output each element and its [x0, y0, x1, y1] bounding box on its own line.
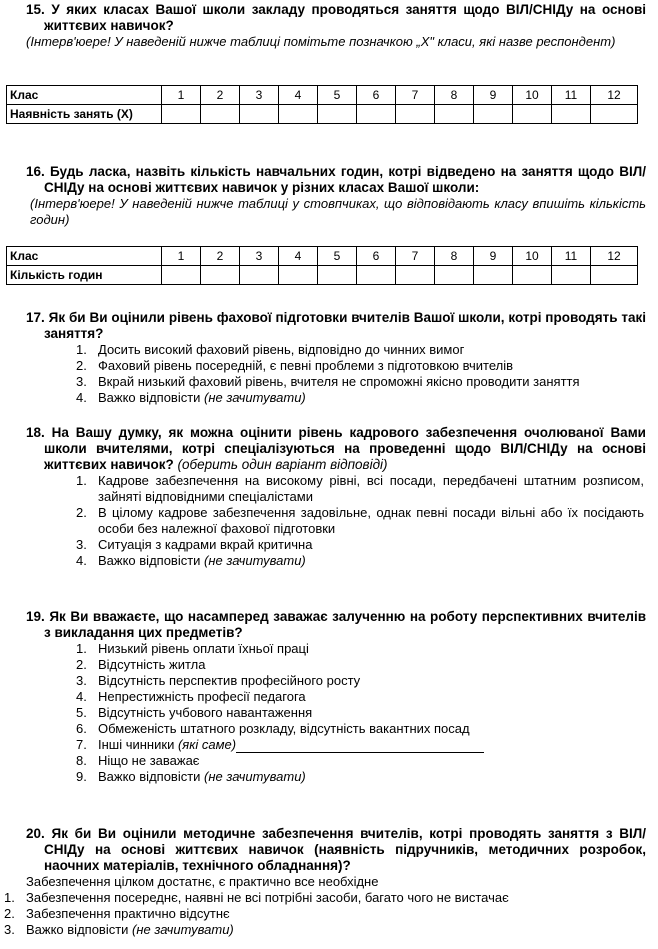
list-item[interactable]: 3. Вкрай низький фаховий рівень, вчителя не спроможні якісно проводити заняття [76, 374, 580, 389]
answer-cell[interactable] [201, 266, 240, 285]
answer-cell[interactable] [552, 266, 591, 285]
other-answer-blank[interactable] [236, 740, 484, 753]
answer-cell[interactable] [396, 105, 435, 124]
question-15-instruction: (Інтерв'юере! У наведеній нижче таблиці помітьте позначкою „Х" класи, які назве респондент) [26, 34, 616, 49]
table-row [7, 105, 638, 124]
list-item[interactable]: 5. Відсутність учбового навантаження [76, 705, 313, 720]
answer-cell[interactable] [396, 266, 435, 285]
answer-cell[interactable] [162, 266, 201, 285]
table-row-label: Наявність занять (Х) [7, 105, 162, 124]
question-19-text: 19. Як Ви вважаєте, що насамперед заважає залученню на роботу перспективних вчителів з викладання цих предметів? [26, 609, 646, 640]
answer-cell[interactable] [201, 105, 240, 124]
question-20-options [0, 890, 658, 938]
question-17-options [0, 342, 658, 406]
list-item[interactable]: 2. Фаховий рівень посередній, є певні проблеми з підготовкою вчителів [76, 358, 514, 373]
list-item[interactable]: 6. Обмеженість штатного розкладу, відсутність вакантних посад [76, 721, 470, 736]
list-item[interactable]: 1. Низький рівень оплати їхньої праці [76, 641, 309, 656]
list-item[interactable]: 3. Ситуація з кадрами вкрай критична [76, 537, 313, 552]
list-item[interactable]: 1. Досить високий фаховий рівень, відповідно до чинних вимог [76, 342, 465, 357]
question-17-text: 17. Як би Ви оцінили рівень фахової підготовки вчителів Вашої школи, котрі проводять такі заняття? [26, 310, 646, 341]
list-item[interactable]: 4. Непрестижність професії педагога [76, 689, 306, 704]
list-item[interactable]: 2. Відсутність житла [76, 657, 206, 672]
list-item[interactable]: 4. Важко відповісти (не зачитувати) [76, 390, 306, 405]
answer-cell[interactable] [552, 105, 591, 124]
question-19 [0, 609, 658, 785]
answer-cell[interactable] [591, 266, 638, 285]
table-row [7, 266, 638, 285]
question-19-options [0, 641, 658, 785]
class-hours-table [6, 246, 638, 285]
question-17 [0, 310, 658, 406]
answer-cell[interactable] [591, 105, 638, 124]
list-item[interactable]: 2. Забезпечення практично відсутнє [4, 906, 230, 921]
class-lessons-table [6, 85, 638, 124]
answer-cell[interactable] [357, 266, 396, 285]
list-item[interactable]: 2. В цілому кадрове забезпечення задовільне, однак певні посади вільні або їх посідають особи без належної фахової підготовки [76, 505, 644, 536]
answer-cell[interactable] [318, 266, 357, 285]
list-item[interactable]: 7. Інші чинники (які саме) [0, 737, 658, 753]
answer-cell[interactable] [435, 105, 474, 124]
answer-cell[interactable] [240, 266, 279, 285]
answer-cell[interactable] [357, 105, 396, 124]
answer-cell[interactable] [240, 105, 279, 124]
list-item[interactable]: 4. Важко відповісти (не зачитувати) [76, 553, 306, 568]
table-row: Клас 1 2 3 4 5 6 7 8 9 10 11 12 [7, 86, 638, 105]
question-20 [0, 826, 658, 938]
answer-cell[interactable] [279, 105, 318, 124]
question-18 [0, 425, 658, 569]
question-15 [0, 2, 658, 50]
question-18-instruction: (оберить один варіант відповіді) [173, 457, 388, 472]
question-16-text: 16. Будь ласка, назвіть кількість навчальних годин, котрі відведено на заняття щодо ВІЛ/СНІДу на основі життєвих навичок у різних класах Вашої школи: [26, 164, 646, 195]
question-16-instruction: (Інтерв'юере! У наведеній нижче таблиці у стовпчиках, що відповідають класу впишіть кількість годин) [30, 196, 646, 227]
answer-cell[interactable] [279, 266, 318, 285]
list-item[interactable]: 8. Ніщо не заважає [76, 753, 200, 768]
question-15-text: 15. У яких класах Вашої школи закладу проводяться заняття щодо ВІЛ/СНІДу на основі життєвих навичок? [26, 2, 646, 33]
answer-cell[interactable] [474, 266, 513, 285]
list-item[interactable]: 3. Важко відповісти (не зачитувати) [4, 922, 234, 937]
table-row-label: Клас [7, 247, 162, 266]
answer-cell[interactable] [513, 266, 552, 285]
list-item[interactable]: Забезпечення цілком достатнє, є практично все необхідне [26, 874, 379, 889]
table-row: Клас 1 2 3 4 5 6 7 8 9 10 11 12 [7, 247, 638, 266]
question-16 [0, 164, 658, 228]
answer-cell[interactable] [435, 266, 474, 285]
list-item[interactable]: 1. Забезпечення посереднє, наявні не всі потрібні засоби, багато чого не вистачає [4, 890, 509, 905]
question-18-options [0, 473, 658, 569]
answer-cell[interactable] [318, 105, 357, 124]
table-row-label: Кількість годин [7, 266, 162, 285]
question-18-text: 18. На Вашу думку, як можна оцінити рівень кадрового забезпечення очолюваної Вами школи вчителями, котрі спеціалізуються на проведенні щодо ВІЛ/СНІДу на основі життєвих навичок? (оберить один варіант відповіді) [26, 425, 646, 472]
list-item[interactable]: 9. Важко відповісти (не зачитувати) [76, 769, 306, 784]
list-item[interactable]: 3. Відсутність перспектив професійного росту [76, 673, 361, 688]
answer-cell[interactable] [474, 105, 513, 124]
answer-cell[interactable] [162, 105, 201, 124]
question-20-text: 20. Як би Ви оцінили методичне забезпечення вчителів, котрі проводять заняття з ВІЛ/СНІДу на основі життєвих навичок (наявність підручників, методичних розробок, наочних матеріалів, технічного обладнання)? [26, 826, 646, 873]
list-item[interactable]: 1. Кадрове забезпечення на високому рівні, всі посади, передбачені штатним розписом, зайняті відповідними спеціалістами [76, 473, 644, 504]
answer-cell[interactable] [513, 105, 552, 124]
table-row-label: Клас [7, 86, 162, 105]
